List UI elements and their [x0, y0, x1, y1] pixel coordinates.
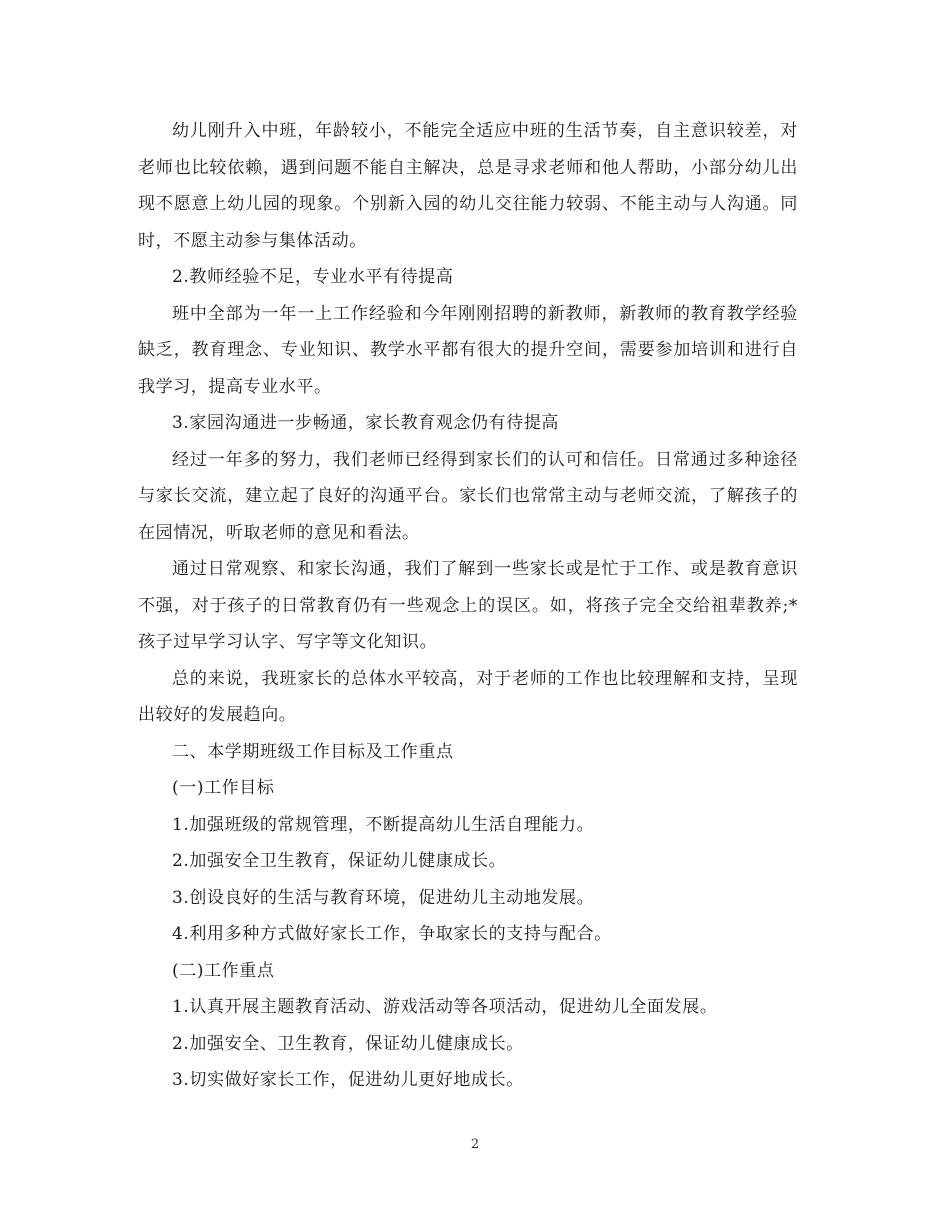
- document-body: [138, 113, 798, 1099]
- goal-item-2: 2.加强安全卫生教育，保证幼儿健康成长。: [172, 851, 507, 871]
- subheading-work-goals: (一)工作目标: [172, 778, 275, 798]
- page-number: 2: [470, 1137, 480, 1152]
- goal-item-1: 1.加强班级的常规管理，不断提高幼儿生活自理能力。: [172, 814, 595, 835]
- paragraph-child-adaptation: 幼儿刚升入中班，年龄较小，不能完全适应中班的生活节奏，自主意识较差，对老师也比较依赖，遇到问题不能自主解决，总是寻求老师和他人帮助，小部分幼儿出现不愿意上幼儿园的现象。个别新入园的幼儿交往能力较弱、不能主动与人沟通。同时，不愿主动参与集体活动。: [138, 121, 798, 251]
- paragraph-parent-observation: 通过日常观察、和家长沟通，我们了解到一些家长或是忙于工作、或是教育意识不强，对于孩子的日常教育仍有一些观念上的误区。如，将孩子完全交给祖辈教养;*孩子过早学习认字、写字等文化知识。: [138, 559, 798, 652]
- focus-item-1: 1.认真开展主题教育活动、游戏活动等各项活动，促进幼儿全面发展。: [172, 997, 718, 1017]
- heading-teacher-experience: 2.教师经验不足，专业水平有待提高: [172, 267, 454, 287]
- paragraph-summary: 总的来说，我班家长的总体水平较高，对于老师的工作也比较理解和支持，呈现出较好的发展趋向。: [138, 668, 798, 725]
- focus-item-2: 2.加强安全、卫生教育，保证幼儿健康成长。: [172, 1033, 524, 1054]
- goal-item-4: 4.利用多种方式做好家长工作，争取家长的支持与配合。: [172, 924, 612, 944]
- subheading-work-focus: (二)工作重点: [172, 960, 275, 981]
- focus-item-3: 3.切实做好家长工作，促进幼儿更好地成长。: [172, 1070, 524, 1090]
- heading-home-communication: 3.家园沟通进一步畅通，家长教育观念仍有待提高: [172, 413, 560, 433]
- paragraph-home-communication: 经过一年多的努力，我们老师已经得到家长们的认可和信任。日常通过多种途径与家长交流，建立起了良好的沟通平台。家长们也常常主动与老师交流，了解孩子的在园情况，听取老师的意见和看法。: [138, 449, 798, 543]
- paragraph-teacher-experience: 班中全部为一年一上工作经验和今年刚刚招聘的新教师，新教师的教育教学经验缺乏，教育理念、专业知识、教学水平都有很大的提升空间，需要参加培训和进行自我学习，提高专业水平。: [138, 303, 798, 397]
- goal-item-3: 3.创设良好的生活与教育环境，促进幼儿主动地发展。: [172, 887, 595, 908]
- section-heading-goals: 二、本学期班级工作目标及工作重点: [172, 741, 454, 762]
